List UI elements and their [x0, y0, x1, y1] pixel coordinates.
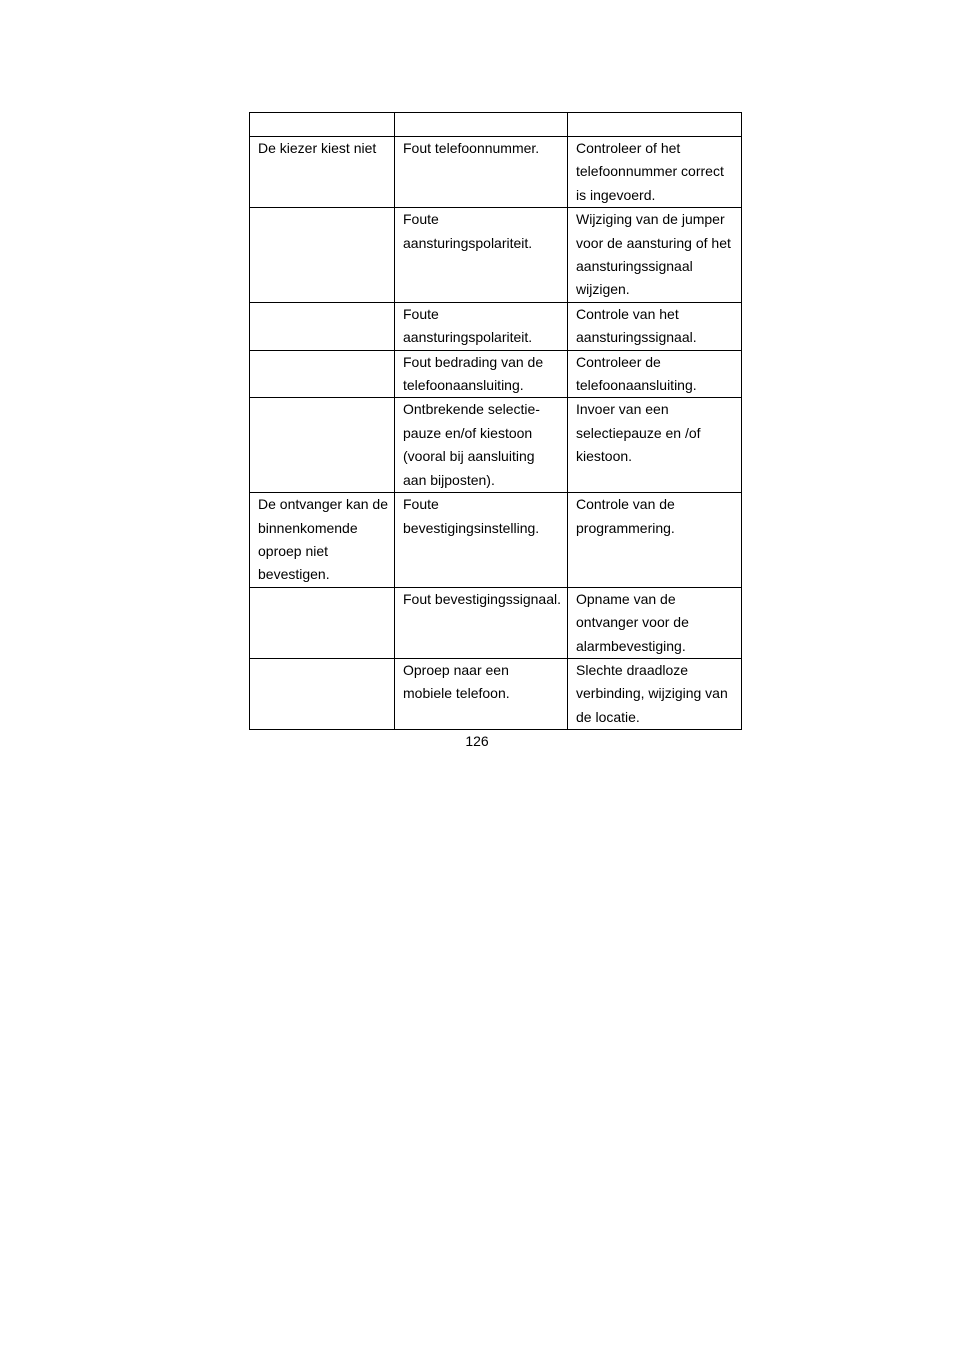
table-row — [250, 137, 742, 208]
problem-cell — [250, 302, 395, 350]
table-row — [250, 658, 742, 729]
table-row — [250, 493, 742, 588]
solution-cell: Invoer van een selectiepauze en /of kiestoon. — [568, 398, 742, 493]
table-header-cell — [250, 113, 395, 137]
table-header-cell — [568, 113, 742, 137]
problem-cell — [250, 658, 395, 729]
problem-cell — [250, 350, 395, 398]
solution-cell: Controleer de telefoonaansluiting. — [568, 350, 742, 398]
problem-cell: De ontvanger kan de binnenkomende oproep niet bevestigen. — [250, 493, 395, 588]
solution-cell: Controle van het aansturingssignaal. — [568, 302, 742, 350]
cause-cell: Fout bevestigingssignaal. — [395, 587, 568, 658]
problem-cell — [250, 398, 395, 493]
solution-cell: Controleer of het telefoonnummer correct is ingevoerd. — [568, 137, 742, 208]
page-number: 126 — [465, 733, 489, 749]
problem-cell: De kiezer kiest niet — [250, 137, 395, 208]
cause-cell: Foute aansturingspolariteit. — [395, 208, 568, 303]
table-row — [250, 587, 742, 658]
solution-cell: Controle van de programmering. — [568, 493, 742, 588]
troubleshooting-table — [249, 112, 742, 730]
cause-cell: Foute bevestigingsinstelling. — [395, 493, 568, 588]
cause-cell: Foute aansturingspolariteit. — [395, 302, 568, 350]
table-header-cell — [395, 113, 568, 137]
table-row — [250, 350, 742, 398]
solution-cell: Wijziging van de jumper voor de aansturing of het aansturingssignaal wijzigen. — [568, 208, 742, 303]
table-row — [250, 398, 742, 493]
table-header-row — [250, 113, 742, 137]
table-row — [250, 302, 742, 350]
cause-cell: Fout telefoonnummer. — [395, 137, 568, 208]
solution-cell: Opname van de ontvanger voor de alarmbevestiging. — [568, 587, 742, 658]
cause-cell: Oproep naar een mobiele telefoon. — [395, 658, 568, 729]
solution-cell: Slechte draadloze verbinding, wijziging van de locatie. — [568, 658, 742, 729]
cause-cell: Ontbrekende selectie-pauze en/of kiestoon (vooral bij aansluiting aan bijposten). — [395, 398, 568, 493]
cause-cell: Fout bedrading van de telefoonaansluiting. — [395, 350, 568, 398]
problem-cell — [250, 208, 395, 303]
problem-cell — [250, 587, 395, 658]
table-row — [250, 208, 742, 303]
